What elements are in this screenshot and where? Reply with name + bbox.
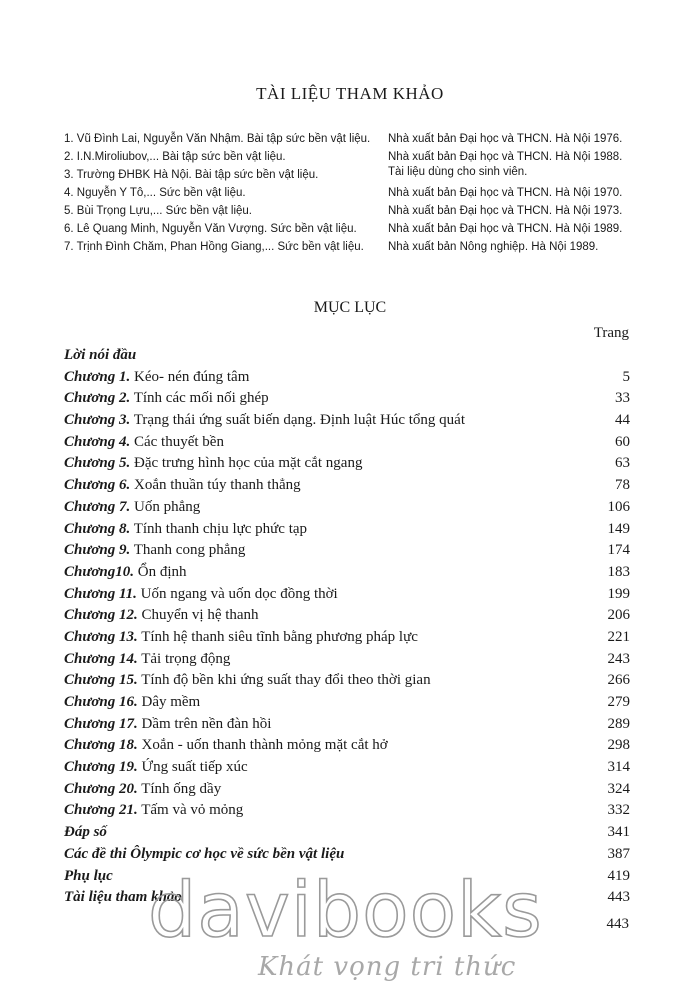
toc-entry — [64, 367, 630, 389]
toc-entry — [64, 649, 630, 671]
toc-entry — [64, 844, 630, 866]
toc-entry-page: 5 — [622, 368, 630, 385]
reference-author-title: 6. Lê Quang Minh, Nguyễn Văn Vượng. Sức bền vật liệu. — [64, 223, 357, 235]
toc-entry-label: Chương 16. — [64, 694, 138, 710]
toc-entry-label: Đáp số — [64, 824, 107, 841]
toc-entry-title: Tính độ bền khi ứng suất thay đổi theo thời gian — [141, 672, 431, 689]
reference-item — [64, 205, 664, 223]
toc-entry — [64, 584, 630, 606]
toc-entry-label: Chương 19. — [64, 759, 138, 776]
toc-entry-title: Tải trọng động — [141, 650, 231, 667]
toc-entry-page: 149 — [607, 520, 630, 537]
toc-entry-page: 60 — [615, 433, 630, 450]
toc-entry-label: Chương 15. — [64, 672, 138, 689]
toc-entry-title: Uốn ngang và uốn dọc đồng thời — [140, 585, 338, 602]
toc-entry-page: 174 — [607, 542, 630, 559]
references-list — [64, 133, 664, 259]
watermark-slogan: Khát vọng tri thức — [258, 952, 517, 982]
reference-item — [64, 187, 664, 205]
toc-entry-title: Uốn phẳng — [133, 498, 201, 515]
toc-entry — [64, 757, 630, 779]
toc-entry-page: 341 — [607, 824, 630, 841]
reference-note: Tài liệu dùng cho sinh viên. — [388, 166, 528, 178]
toc-entry-label: Chương 7. — [64, 498, 131, 515]
toc-entry — [64, 822, 630, 844]
toc-entry-label: Các đề thi Ôlympic cơ học về sức bền vật liệu — [64, 845, 345, 862]
toc-entry-title: Chuyển vị hệ thanh — [141, 607, 259, 624]
toc-entry-page: 78 — [615, 477, 630, 494]
reference-publisher: Nhà xuất bản Đại học và THCN. Hà Nội 1976. — [388, 133, 623, 145]
toc-entry-page: 279 — [607, 694, 630, 710]
toc-entry-page: 221 — [607, 628, 630, 645]
reference-publisher: Nhà xuất bản Đại học và THCN. Hà Nội 1989. — [388, 223, 623, 235]
toc-entry — [64, 388, 630, 410]
toc-entry-title: Tính các mối nối ghép — [133, 390, 269, 407]
page-number: 443 — [606, 916, 629, 932]
toc-entry — [64, 735, 630, 757]
toc-entry — [64, 562, 630, 584]
toc-entry-title: Kéo- nén đúng tâm — [133, 368, 250, 385]
toc-entry-page: 324 — [607, 780, 630, 797]
toc-entry-page: 199 — [607, 585, 630, 602]
toc-entry — [64, 497, 630, 519]
reference-item — [64, 223, 664, 241]
toc-entry-title: Trạng thái ứng suất biến dạng. Định luật Húc tổng quát — [133, 412, 466, 429]
toc-entry-label: Chương 4. — [64, 433, 131, 450]
toc-entry — [64, 714, 630, 736]
reference-publisher: Nhà xuất bản Nông nghiệp. Hà Nội 1989. — [388, 241, 599, 253]
reference-author-title: 2. I.N.Miroliubov,... Bài tập sức bền vật liệu. — [64, 151, 286, 163]
toc-entry-title: Xoắn thuần túy thanh thẳng — [133, 477, 301, 494]
toc-entry-title: Các thuyết bền — [133, 433, 224, 450]
toc-entry-page: 266 — [607, 672, 630, 689]
toc-entry-label: Phụ lục — [64, 867, 113, 884]
toc-entry — [64, 345, 630, 367]
reference-item — [64, 169, 664, 187]
toc-entry-title: Ứng suất tiếp xúc — [141, 759, 248, 776]
toc-entry-page: 243 — [607, 650, 630, 667]
toc-entry — [64, 519, 630, 541]
toc-entry-label: Chương 1. — [64, 368, 131, 385]
toc-entry-title: Thanh cong phẳng — [133, 542, 246, 559]
toc-entry-page: 63 — [615, 455, 630, 472]
toc-entry-label: Chương 21. — [64, 802, 138, 819]
reference-author-title: 5. Bùi Trọng Lựu,... Sức bền vật liệu. — [64, 205, 252, 217]
reference-publisher: Nhà xuất bản Đại học và THCN. Hà Nội 1970. — [388, 187, 623, 199]
toc-entry-page: 289 — [607, 715, 630, 732]
toc-entry-title: Ổn định — [137, 563, 187, 580]
toc-entry-label: Chương 14. — [64, 650, 138, 667]
toc-entry-page: 44 — [615, 412, 630, 429]
toc-entry-label: Chương 9. — [64, 542, 131, 559]
toc-entry-page: 314 — [607, 759, 630, 776]
reference-author-title: 1. Vũ Đình Lai, Nguyễn Văn Nhậm. Bài tập sức bền vật liệu. — [64, 133, 371, 145]
toc-entry-title: Đặc trưng hình học của mặt cắt ngang — [133, 455, 363, 472]
toc-entry-label: Chương 17. — [64, 715, 138, 732]
toc-title: MỤC LỤC — [313, 299, 387, 316]
reference-author-title: 7. Trịnh Đình Chăm, Phan Hồng Giang,... Sức bền vật liệu. — [64, 241, 364, 253]
toc-entry-title: Tính thanh chịu lực phức tạp — [133, 520, 308, 537]
toc-entry — [64, 692, 630, 714]
watermark-logo: davibooks — [148, 865, 543, 954]
toc-entry-title: Tính hệ thanh siêu tĩnh bằng phương pháp lực — [141, 628, 418, 645]
toc-entry — [64, 432, 630, 454]
toc-entry-page: 419 — [607, 867, 630, 884]
toc-entry-label: Chương 13. — [64, 628, 138, 645]
table-of-contents — [64, 345, 630, 909]
reference-item — [64, 133, 664, 151]
toc-entry-label: Chương 20. — [64, 780, 138, 797]
toc-entry-label: Chương 5. — [64, 455, 131, 472]
toc-entry-label: Chương 8. — [64, 520, 131, 537]
toc-entry-title: Tấm và vỏ mỏng — [141, 802, 244, 819]
toc-entry-label: Chương10. — [64, 563, 134, 580]
toc-entry-page: 206 — [607, 607, 630, 624]
toc-entry — [64, 670, 630, 692]
toc-entry-page: 183 — [607, 563, 630, 580]
toc-entry-page: 33 — [615, 390, 630, 407]
toc-entry — [64, 627, 630, 649]
references-title: TÀI LIỆU THAM KHẢO — [256, 84, 444, 103]
toc-entry-label: Chương 11. — [64, 585, 137, 602]
toc-entry — [64, 540, 630, 562]
reference-author-title: 4. Nguyễn Y Tô,... Sức bền vật liệu. — [64, 187, 246, 199]
toc-entry — [64, 453, 630, 475]
reference-publisher: Nhà xuất bản Đại học và THCN. Hà Nội 1988. — [388, 151, 623, 163]
toc-page-header: Trang — [593, 325, 629, 341]
toc-entry-label: Chương 18. — [64, 737, 138, 754]
reference-publisher: Nhà xuất bản Đại học và THCN. Hà Nội 1973. — [388, 205, 623, 217]
toc-entry — [64, 410, 630, 432]
toc-entry — [64, 605, 630, 627]
reference-author-title: 3. Trường ĐHBK Hà Nội. Bài tập sức bền vật liệu. — [64, 169, 319, 181]
toc-entry-title: Tính ống dầy — [141, 780, 222, 797]
reference-item — [64, 241, 664, 259]
toc-entry-label: Chương 6. — [64, 477, 131, 494]
toc-entry-title: Xoắn - uốn thanh thành mỏng mặt cắt hở — [141, 737, 388, 754]
toc-entry-label: Chương 3. — [64, 412, 131, 429]
toc-entry-label: Lời nói đầu — [64, 347, 137, 363]
toc-entry-title: Dầm trên nền đàn hồi — [141, 715, 272, 732]
toc-entry-label: Tài liệu tham khảo — [64, 889, 182, 906]
toc-entry-page: 332 — [607, 802, 630, 819]
toc-entry-label: Chương 12. — [64, 607, 138, 624]
toc-entry — [64, 779, 630, 801]
toc-entry-page: 298 — [607, 737, 630, 754]
toc-entry — [64, 800, 630, 822]
toc-entry-page: 443 — [607, 889, 630, 906]
toc-entry — [64, 475, 630, 497]
toc-entry-title: Dây mềm — [141, 694, 201, 710]
toc-entry-page: 387 — [607, 845, 630, 862]
toc-entry-label: Chương 2. — [64, 390, 131, 407]
toc-entry-page: 106 — [607, 498, 630, 515]
